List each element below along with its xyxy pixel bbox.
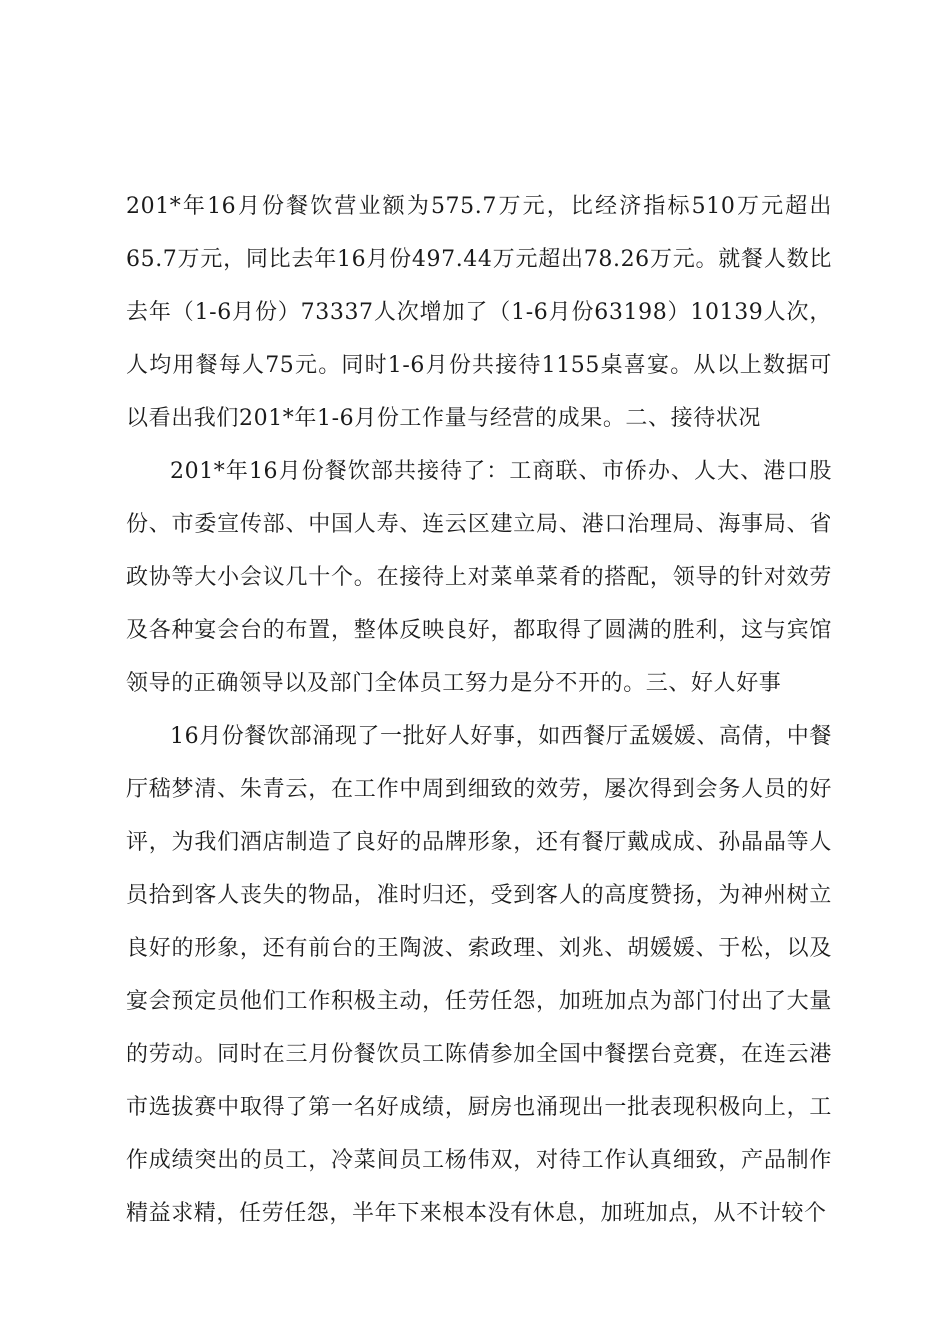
paragraph-revenue-summary: 201*年16月份餐饮营业额为575.7万元，比经济指标510万元超出65.7万元，同比去年16月份497.44万元超出78.26万元。就餐人数比去年（1-6月份）73337人次增加了（1-6月份63198）10139人次，人均用餐每人75元。同时1-6月份共接待1155桌喜宴。从以上数据可以看出我们201*年1-6月份工作量与经营的成果。二、接待状况 <box>126 194 832 431</box>
paragraph-good-deeds: 16月份餐饮部涌现了一批好人好事，如西餐厅孟媛媛、高倩，中餐厅嵇梦清、朱青云，在工作中周到细致的效劳，屡次得到会务人员的好评，为我们酒店制造了良好的品牌形象，还有餐厅戴成成、孙晶晶等人员拾到客人丧失的物品，准时归还，受到客人的高度赞扬，为神州树立良好的形象，还有前台的王陶波、索政理、刘兆、胡媛媛、于松，以及宴会预定员他们工作积极主动，任劳任怨，加班加点为部门付出了大量的劳动。同时在三月份餐饮员工陈倩参加全国中餐摆台竞赛，在连云港市选拔赛中取得了第一名好成绩，厨房也涌现出一批表现积极向上，工作成绩突出的员工，冷菜间员工杨伟双，对待工作认真细致，产品制作精益求精，任劳任怨，半年下来根本没有休息，加班加点，从不计较个 <box>126 724 832 1226</box>
paragraph-reception-status: 201*年16月份餐饮部共接待了：工商联、市侨办、人大、港口股份、市委宣传部、中国人寿、连云区建立局、港口治理局、海事局、省政协等大小会议几十个。在接待上对菜单菜肴的搭配，领导的针对效劳及各种宴会台的布置，整体反映良好，都取得了圆满的胜利，这与宾馆领导的正确领导以及部门全体员工努力是分不开的。三、好人好事 <box>126 459 832 696</box>
document-body <box>126 180 832 1240</box>
